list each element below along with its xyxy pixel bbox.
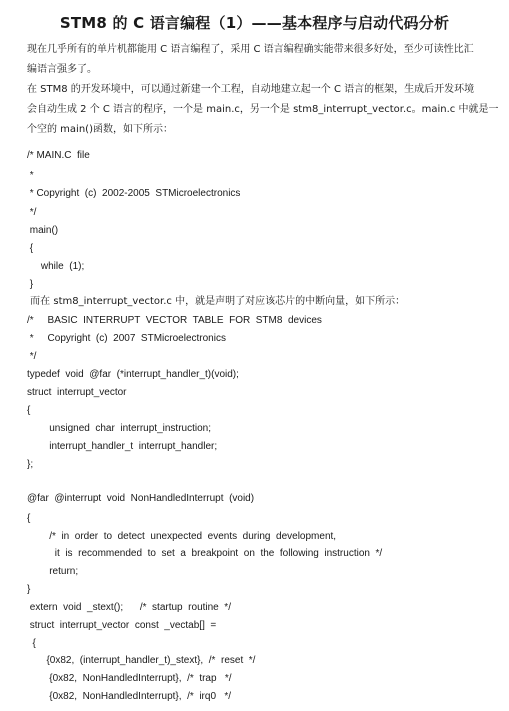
code-line: /* MAIN.C file xyxy=(27,150,90,161)
code-line: * xyxy=(27,170,34,181)
code-line: /* in order to detect unexpected events during development, xyxy=(27,531,337,542)
code-line: extern void _stext(); /* startup routine */ xyxy=(27,602,231,613)
code-line: while (1); xyxy=(27,261,85,272)
code-line: struct interrupt_vector const _vectab[] = xyxy=(27,620,217,631)
intro-paragraph xyxy=(27,40,499,140)
code-line: main() xyxy=(27,225,59,236)
code-line: @far @interrupt void NonHandledInterrupt (void) xyxy=(27,493,255,504)
intro-line: 会自动生成 2 个 C 语言的程序，一个是 main.c，另一个是 stm8_interrupt_vector.c。main.c 中就是一 xyxy=(27,104,499,115)
code-line: { xyxy=(27,405,31,416)
code-line: { xyxy=(27,638,36,649)
code-line: * Copyright (c) 2002-2005 STMicroelectronics xyxy=(27,188,241,199)
code-line: } xyxy=(27,584,31,595)
code-line: 而在 stm8_interrupt_vector.c 中，就是声明了对应该芯片的中断向量，如下所示： xyxy=(27,296,406,307)
code-line: it is recommended to set a breakpoint on the following instruction */ xyxy=(27,548,383,559)
code-line: interrupt_handler_t interrupt_handler; xyxy=(27,441,218,452)
code-line: * Copyright (c) 2007 STMicroelectronics xyxy=(27,333,226,344)
code-line: } xyxy=(27,279,34,290)
code-line: {0x82, NonHandledInterrupt}, /* irq0 */ xyxy=(27,691,232,702)
code-line: {0x82, (interrupt_handler_t)_stext}, /* reset */ xyxy=(27,655,256,666)
code-line: return; xyxy=(27,566,79,577)
intro-line: 编语言强多了。 xyxy=(27,64,97,75)
code-line: {0x82, NonHandledInterrupt}, /* trap */ xyxy=(27,673,232,684)
page-title: STM8 的 C 语言编程（1）——基本程序与启动代码分析 xyxy=(59,14,450,32)
code-line: typedef void @far (*interrupt_handler_t)(void); xyxy=(27,369,239,380)
code-line: { xyxy=(27,243,34,254)
code-line: */ xyxy=(27,351,37,362)
intro-line: 个空的 main()函数，如下所示： xyxy=(27,124,173,135)
code-line: struct interrupt_vector xyxy=(27,387,127,398)
intro-line: 在 STM8 的开发环境中，可以通过新建一个工程，自动地建立起一个 C 语言的框架，生成后开发环境 xyxy=(27,84,475,95)
code-line: /* BASIC INTERRUPT VECTOR TABLE FOR STM8 devices xyxy=(27,315,322,326)
code-line: unsigned char interrupt_instruction; xyxy=(27,423,211,434)
code-line: }; xyxy=(27,459,34,470)
intro-line: 现在几乎所有的单片机都能用 C 语言编程了，采用 C 语言编程确实能带来很多好处，至少可读性比汇 xyxy=(27,44,474,55)
code-line: */ xyxy=(27,207,37,218)
code-line: { xyxy=(27,513,31,524)
